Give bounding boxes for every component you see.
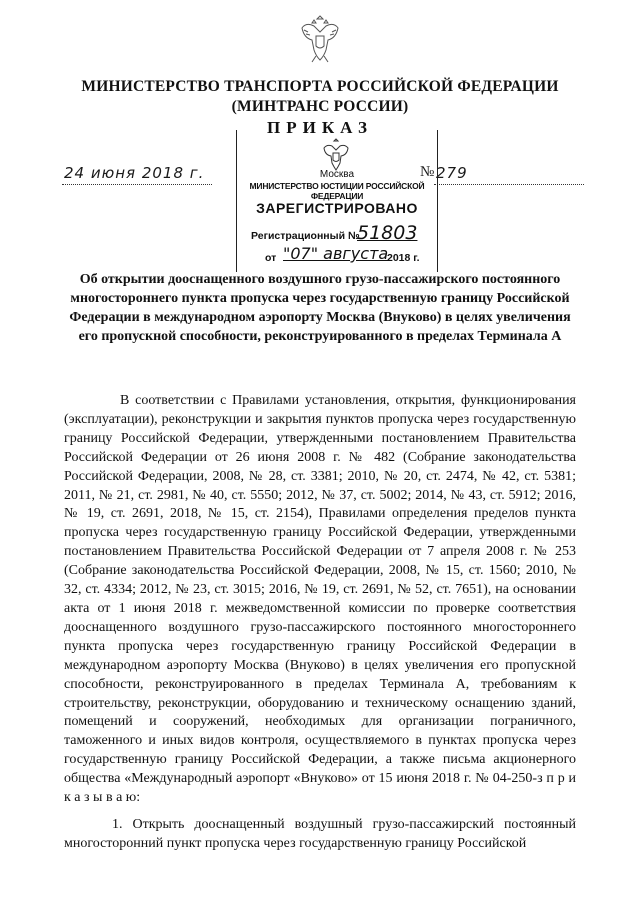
date-underline: [62, 184, 212, 185]
stamp-registered: ЗАРЕГИСТРИРОВАНО: [256, 200, 418, 216]
stamp-city: Москва: [319, 169, 355, 180]
stamp-from-label: от: [265, 252, 277, 264]
order-number-label: №: [420, 164, 436, 180]
preamble-paragraph: В соответствии с Правилами установления, открытия, функционирования (эксплуатации), реконструкции и закрытия пунктов пропуска через государственную границу Российской Федерации, утвержденными постановлением Правительства Российской Федерации от 26 июня 2008 г. № 482 (Собрание законодательства Российской Федерации, 2008, № 28, ст. 3381; 2010, № 20, ст. 2474, № 42, ст. 5381; 2011, № 21, ст. 2981, № 40, ст. 5550; 2012, № 37, ст. 5002; 2014, № 43, ст. 5912; 2016, № 19, ст. 2691, 2018, № 15, ст. 2154), Правилами определения пределов пункта пропуска через государственную границу Российской Федерации, утвержденными постановлением Правительства Российской Федерации от 7 апреля 2008 г. № 253 (Собрание законодательства Российской Федерации, 2008, № 15, ст. 1560; 2010, № 32, ст. 4334; 2012, № 23, ст. 3015; 2016, № 19, ст. 2691, № 52, ст. 7651), на основании акта от 1 июня 2018 г. межведомственной комиссии по проверке соответствия дооснащенного воздушного грузо-пассажирского постоянного многостороннего пункта пропуска через государственную границу Российской Федерации в международном аэропорту Москва (Внуково) в целях увеличения его пропускной способности, реконструированного в пределах Терминала А, требованиям к строительству, реконструкции, оборудованию и техническому оснащению зданий, помещений и сооружений, необходимых для организации пограничного, таможенного и иных видов контроля, осуществляемого в пунктах пропуска через государственную границу Российской Федерации, а также письма акционерного общества «Международный аэропорт «Внуково» от 15 июня 2018 г. № 04-250-з п р и к а з ы в а ю:: [64, 393, 576, 806]
ministry-abbreviation: (МИНТРАНС РОССИИ): [231, 98, 409, 115]
ministry-name: МИНИСТЕРСТВО ТРАНСПОРТА РОССИЙСКОЙ ФЕДЕРАЦИИ: [81, 78, 559, 95]
coat-of-arms-emblem: [298, 10, 342, 64]
number-underline: [434, 184, 584, 185]
order-number: 279: [436, 164, 468, 182]
order-title: ПРИКАЗ: [267, 118, 373, 137]
order-item-1: [64, 816, 576, 854]
stamp-reg-number-label: Регистрационный №: [251, 230, 360, 242]
document-title: Об открытии дооснащенного воздушного грузо-пассажирского постоянного многостороннего пункта пропуска через государственную границу Российской Федерации в международном аэропорту Москва (Внуково) в целях увеличения его пропускной способности, реконструированного в пределах Терминала А: [69, 272, 571, 344]
stamp-reg-number: 51803: [357, 222, 418, 244]
item-1-text: 1. Открыть дооснащенный воздушный грузо-пассажирский постоянный многосторонний пункт пропуска через государственную границу Российской: [64, 817, 576, 851]
stamp-ministry: МИНИСТЕРСТВО ЮСТИЦИИ РОССИЙСКОЙ ФЕДЕРАЦИИ: [249, 181, 425, 201]
stamp-date: "07" августа: [283, 244, 389, 263]
registration-stamp: [236, 130, 438, 272]
order-date: 24 июня 2018 г.: [64, 164, 205, 182]
stamp-emblem-icon: [321, 136, 351, 172]
document-preamble: [64, 392, 576, 808]
stamp-year: 2018 г.: [387, 252, 420, 264]
